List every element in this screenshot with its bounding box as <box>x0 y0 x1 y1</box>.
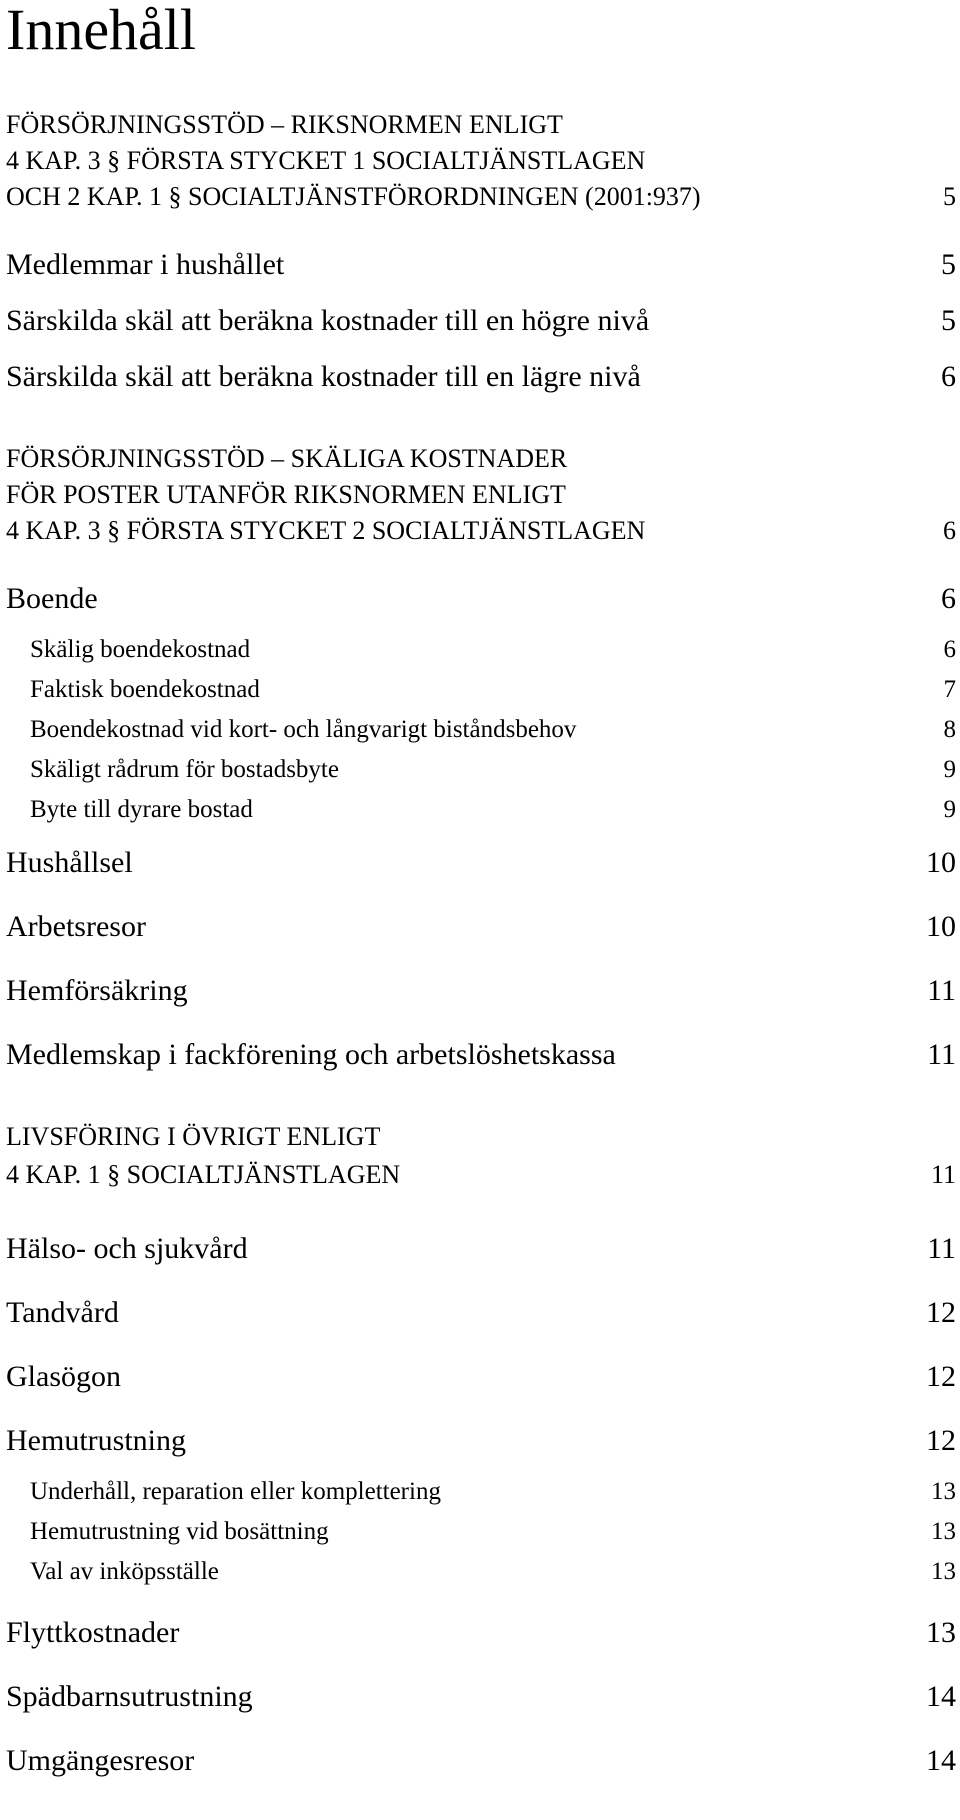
page-number: 11 <box>927 1232 956 1265</box>
page-number: 13 <box>931 1558 956 1585</box>
section-line: 4 KAP. 3 § FÖRSTA STYCKET 2 SOCIALTJÄNSTLAGEN <box>6 516 646 545</box>
entry-label: Boende <box>6 582 98 615</box>
entry-label: Hemförsäkring <box>6 974 188 1007</box>
page-number: 14 <box>926 1680 956 1713</box>
entry-label: Skälig boendekostnad <box>30 636 251 663</box>
page-number: 7 <box>943 676 956 703</box>
entry-label: Val av inköpsställe <box>30 1558 219 1585</box>
page-number: 11 <box>930 1160 956 1189</box>
page-title: Innehåll <box>6 0 197 62</box>
section-line: FÖR POSTER UTANFÖR RIKSNORMEN ENLIGT <box>6 480 566 509</box>
entry-label: Särskilda skäl att beräkna kostnader till en högre nivå <box>6 304 650 337</box>
page-number: 6 <box>941 582 956 615</box>
page-number: 6 <box>943 516 956 545</box>
page-number: 6 <box>941 360 956 393</box>
section-line: 4 KAP. 3 § FÖRSTA STYCKET 1 SOCIALTJÄNSTLAGEN <box>6 146 646 175</box>
entry-label: Spädbarnsutrustning <box>6 1680 253 1713</box>
entry-label: Särskilda skäl att beräkna kostnader till en lägre nivå <box>6 360 641 393</box>
page-number: 13 <box>931 1478 956 1505</box>
entry-label: Byte till dyrare bostad <box>30 796 253 823</box>
page-number: 12 <box>926 1296 956 1329</box>
entry-label: Tandvård <box>6 1296 119 1329</box>
page-number: 11 <box>927 1038 956 1071</box>
section-line: FÖRSÖRJNINGSSTÖD – RIKSNORMEN ENLIGT <box>6 110 563 139</box>
entry-label: Hälso- och sjukvård <box>6 1232 248 1265</box>
section-line: FÖRSÖRJNINGSSTÖD – SKÄLIGA KOSTNADER <box>6 444 568 473</box>
page-number: 5 <box>941 248 956 281</box>
entry-label: Medlemskap i fackförening och arbetslöshetskassa <box>6 1038 616 1071</box>
page-number: 12 <box>926 1360 956 1393</box>
section-line: LIVSFÖRING I ÖVRIGT ENLIGT <box>6 1122 381 1151</box>
page-number: 12 <box>926 1424 956 1457</box>
page-number: 5 <box>943 182 956 211</box>
entry-label: Boendekostnad vid kort- och långvarigt biståndsbehov <box>30 716 577 743</box>
page-number: 9 <box>943 796 956 823</box>
page-number: 14 <box>926 1744 956 1777</box>
entry-label: Medlemmar i hushållet <box>6 248 285 281</box>
page-number: 13 <box>931 1518 956 1545</box>
page-number: 9 <box>943 756 956 783</box>
entry-label: Flyttkostnader <box>6 1616 180 1649</box>
page-number: 6 <box>943 636 956 663</box>
entry-label: Hemutrustning <box>6 1424 186 1457</box>
entry-label: Skäligt rådrum för bostadsbyte <box>30 756 339 783</box>
entry-label: Glasögon <box>6 1360 121 1393</box>
entry-label: Hemutrustning vid bosättning <box>30 1518 329 1545</box>
entry-label: Arbetsresor <box>6 910 146 943</box>
page-number: 5 <box>941 304 956 337</box>
entry-label: Faktisk boendekostnad <box>30 676 260 703</box>
page-number: 8 <box>943 716 956 743</box>
page-number: 13 <box>926 1616 956 1649</box>
page-number: 10 <box>926 910 956 943</box>
page-number: 10 <box>926 846 956 879</box>
entry-label: Hushållsel <box>6 846 133 879</box>
page-number: 11 <box>927 974 956 1007</box>
entry-label: Underhåll, reparation eller komplettering <box>30 1478 441 1505</box>
entry-label: Umgängesresor <box>6 1744 195 1777</box>
section-line: OCH 2 KAP. 1 § SOCIALTJÄNSTFÖRORDNINGEN (2001:937) <box>6 182 701 211</box>
section-line: 4 KAP. 1 § SOCIALTJÄNSTLAGEN <box>6 1160 401 1189</box>
